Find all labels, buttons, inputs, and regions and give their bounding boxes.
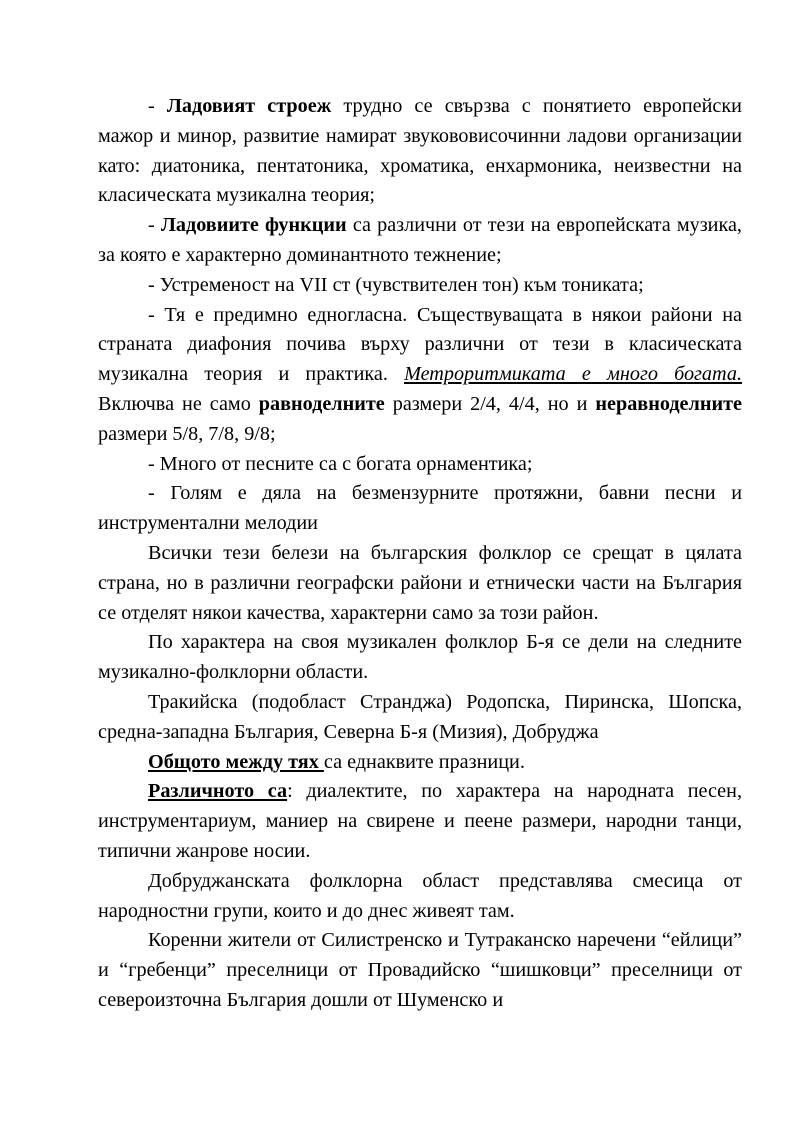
paragraph-text: - Тя е предимно едногласна. Съществуващата в някои райони на страната диафония почива върху различни от тези в класическата музикална теория и практика.	[98, 303, 742, 386]
bold-term: неравноделните	[595, 392, 742, 415]
paragraph-text: размери 5/8, 7/8, 9/8;	[98, 422, 276, 445]
paragraph-dobrudzha: Добруджанската фолклорна област представлява смесица от народностни групи, които и до днес живеят там.	[98, 869, 742, 922]
paragraph-folklore-regions-list: Тракийска (подобласт Странджа) Родопска, Пиринска, Шопска, средна-западна България, Северна Б-я (Мизия), Добруджа	[98, 690, 742, 743]
paragraph-modal-structure	[98, 92, 742, 211]
paragraph-regional-traits: Всички тези белези на българския фолклор се срещат в цялата страна, но в различни географски райони и етнически части на България се отделят някои качества, характерни само за този район.	[98, 541, 742, 624]
paragraph-common-features	[98, 748, 742, 778]
paragraph-unmetered-songs: - Голям е дяла на безмензурните протяжни, бавни песни и инструментални мелодии	[98, 482, 742, 535]
paragraph-text: : диалектите, по характера на народната песен, инструментариум, маниер на свирене и пеене размери, народни танци, типични жанрове носии.	[98, 780, 742, 862]
dash-marker: -	[148, 214, 161, 237]
italic-underlined-phrase: Метроритмиката е много богата.	[404, 363, 742, 386]
paragraph-text: трудно се свързва с понятието европейски мажор и минор, развитие намират звукововисочинни ладови организации като: диатоника, пентатоника, хроматика, енхармоника, неизвестни на класическата музикална теория;	[98, 95, 742, 207]
paragraph-folklore-regions-intro: По характера на своя музикален фолклор Б-я се дели на следните музикално-фолклорни области.	[98, 631, 742, 684]
bold-underlined-term: Общото между тях	[148, 750, 324, 773]
paragraph-leading-tone: - Устременост на VII ст (чувствителен тон) към тониката;	[148, 273, 644, 296]
paragraph-text: Включва не само	[98, 392, 259, 415]
paragraph-text: са еднаквите празници.	[323, 750, 525, 773]
paragraph-monophony-meter	[98, 301, 742, 450]
bold-term: Ладовиите функции	[160, 214, 347, 237]
paragraph-text: са различни от тези на европейската музика, за която е характерно доминантното тежнение;	[98, 214, 742, 266]
paragraph-modal-functions	[98, 211, 742, 271]
paragraph-native-inhabitants: Коренни жители от Силистренско и Тутраканско наречени “ейлици” и “гребенци” преселници от Провадийско “шишковци” преселници от североизточна България дошли от Шуменско и	[98, 929, 742, 1011]
bold-term: равноделните	[258, 392, 385, 415]
bold-underlined-term: Различното са	[148, 780, 288, 803]
dash-marker: -	[148, 95, 167, 117]
document-page	[98, 92, 742, 1016]
paragraph-differences	[98, 777, 742, 866]
bold-term: Ладовият строеж	[166, 95, 332, 117]
paragraph-ornamentation: - Много от песните са с богата орнаментика;	[148, 452, 533, 475]
paragraph-text: размери 2/4, 4/4, но и	[384, 392, 596, 415]
